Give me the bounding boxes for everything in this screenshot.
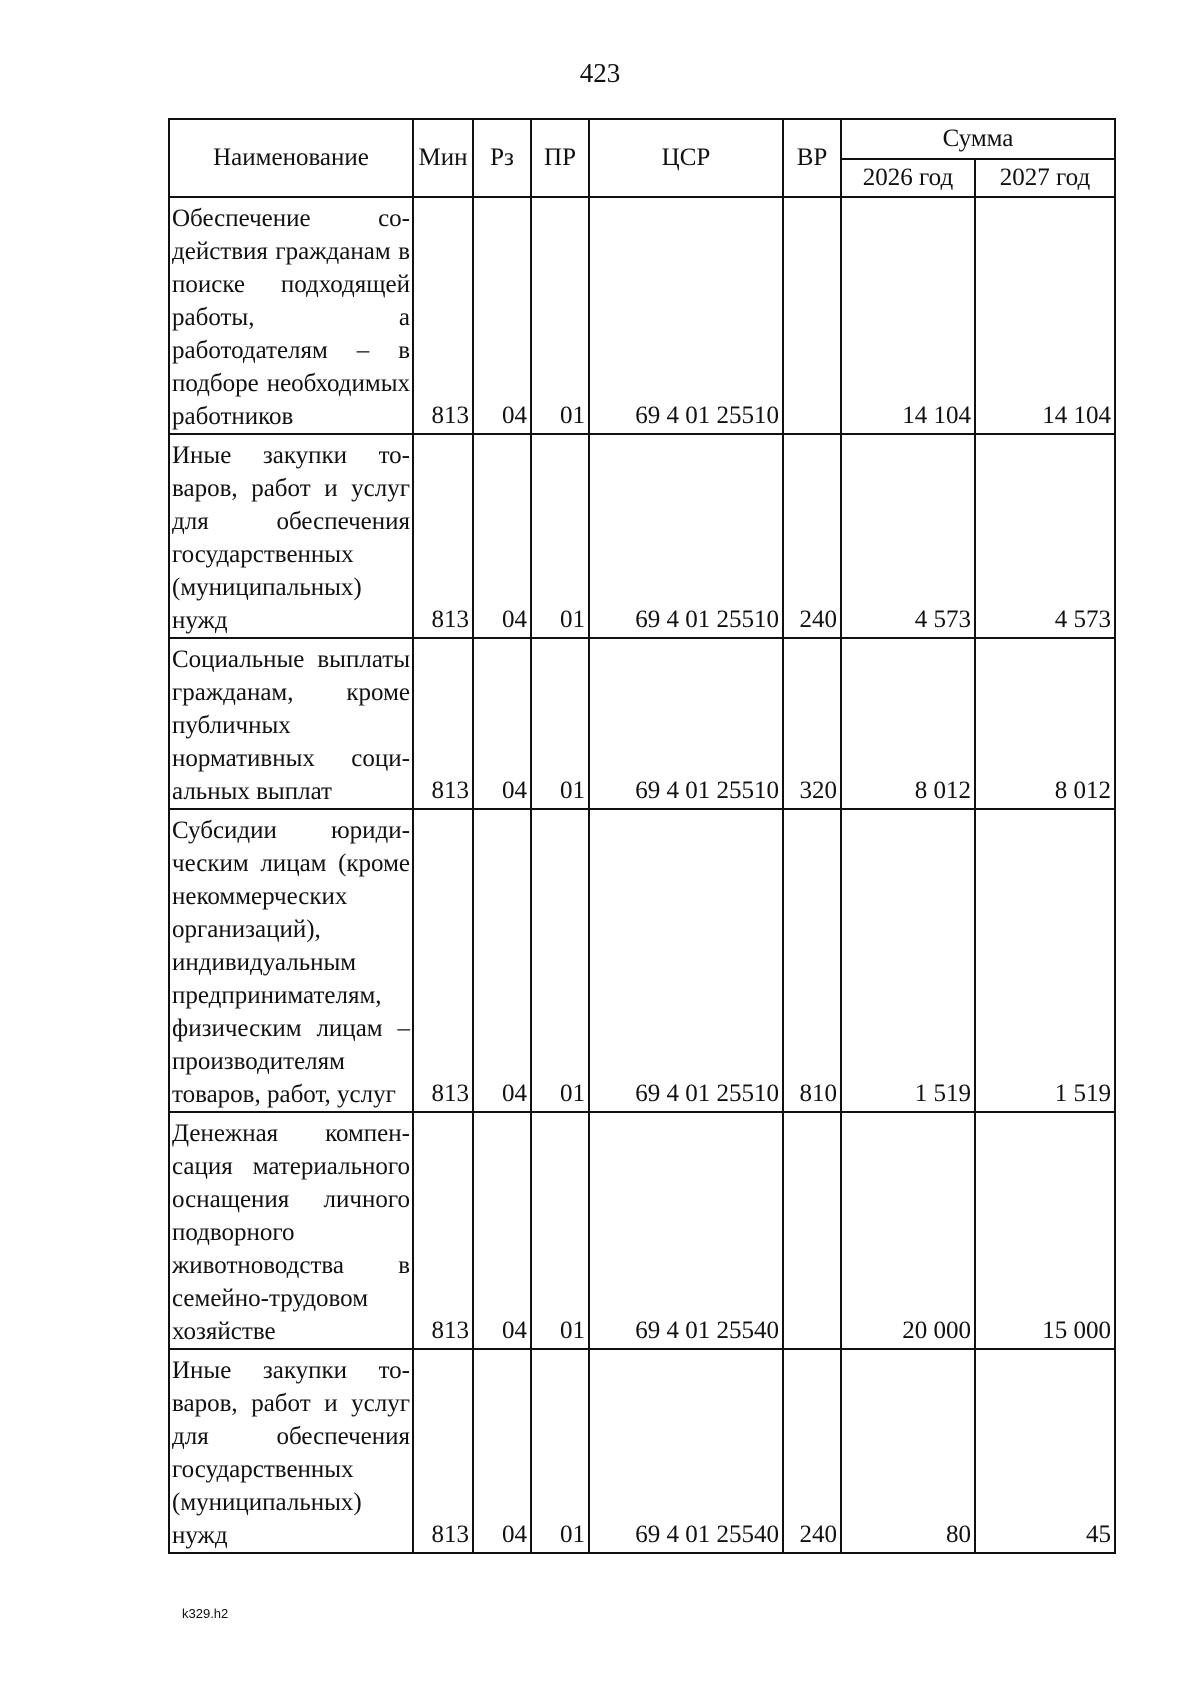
row-sum-2027: 1 519: [975, 809, 1115, 1112]
header-sum: Сумма: [841, 119, 1115, 159]
table-row: [169, 1349, 1115, 1553]
header-rz: Рз: [473, 119, 531, 197]
row-name: Субсидии юридическим лицам (кроме некоммерческих организаций), индивидуальным предпринимателям, физическим лицам – производителям товаров, работ, услуг: [169, 809, 413, 1112]
header-pr: ПР: [531, 119, 589, 197]
row-pr: 01: [531, 1349, 589, 1553]
row-csr: 69 4 01 25510: [589, 197, 783, 434]
header-row: [169, 119, 1115, 159]
row-rz: 04: [473, 1349, 531, 1553]
row-sum-2027: 8 012: [975, 638, 1115, 809]
row-min: 813: [413, 638, 473, 809]
row-min: 813: [413, 197, 473, 434]
row-vr: 240: [783, 1349, 841, 1553]
row-sum-2026: 80: [841, 1349, 975, 1553]
header-year-2027: 2027 год: [975, 159, 1115, 197]
row-min: 813: [413, 1349, 473, 1553]
row-name: Денежная компенсация материального оснащения личного подворного животноводства в семейно-трудовом хозяйстве: [169, 1112, 413, 1349]
row-name: Обеспечение содействия гражданам в поиске подходящей работы, а работодателям – в подборе необходимых работников: [169, 197, 413, 434]
row-rz: 04: [473, 809, 531, 1112]
row-sum-2026: 14 104: [841, 197, 975, 434]
row-csr: 69 4 01 25540: [589, 1112, 783, 1349]
row-rz: 04: [473, 1112, 531, 1349]
row-pr: 01: [531, 197, 589, 434]
row-rz: 04: [473, 197, 531, 434]
row-sum-2026: 8 012: [841, 638, 975, 809]
row-rz: 04: [473, 434, 531, 638]
row-sum-2026: 20 000: [841, 1112, 975, 1349]
row-pr: 01: [531, 1112, 589, 1349]
row-pr: 01: [531, 434, 589, 638]
table-row: [169, 638, 1115, 809]
row-sum-2027: 45: [975, 1349, 1115, 1553]
row-vr: 320: [783, 638, 841, 809]
row-name: Иные закупки товаров, работ и услуг для обеспечения государственных (муниципальных) нужд: [169, 1349, 413, 1553]
row-csr: 69 4 01 25510: [589, 638, 783, 809]
row-min: 813: [413, 1112, 473, 1349]
row-sum-2027: 15 000: [975, 1112, 1115, 1349]
header-name: Наименование: [169, 119, 413, 197]
row-name: Социальные выплаты гражданам, кроме публичных нормативных социальных выплат: [169, 638, 413, 809]
row-vr: [783, 197, 841, 434]
table-row: [169, 434, 1115, 638]
row-vr: 810: [783, 809, 841, 1112]
header-year-2026: 2026 год: [841, 159, 975, 197]
row-sum-2026: 1 519: [841, 809, 975, 1112]
row-pr: 01: [531, 809, 589, 1112]
header-csr: ЦСР: [589, 119, 783, 197]
row-rz: 04: [473, 638, 531, 809]
row-pr: 01: [531, 638, 589, 809]
row-vr: 240: [783, 434, 841, 638]
row-min: 813: [413, 434, 473, 638]
table-row: [169, 1112, 1115, 1349]
row-csr: 69 4 01 25540: [589, 1349, 783, 1553]
row-vr: [783, 1112, 841, 1349]
row-csr: 69 4 01 25510: [589, 434, 783, 638]
budget-table: [168, 118, 1116, 1554]
row-csr: 69 4 01 25510: [589, 809, 783, 1112]
row-name: Иные закупки товаров, работ и услуг для обеспечения государственных (муниципальных) нужд: [169, 434, 413, 638]
table-row: [169, 809, 1115, 1112]
row-sum-2026: 4 573: [841, 434, 975, 638]
header-min: Мин: [413, 119, 473, 197]
header-vr: ВР: [783, 119, 841, 197]
page-number: 423: [579, 58, 621, 88]
row-sum-2027: 14 104: [975, 197, 1115, 434]
footer-code: k329.h2: [182, 1606, 229, 1621]
table-row: [169, 197, 1115, 434]
row-min: 813: [413, 809, 473, 1112]
row-sum-2027: 4 573: [975, 434, 1115, 638]
